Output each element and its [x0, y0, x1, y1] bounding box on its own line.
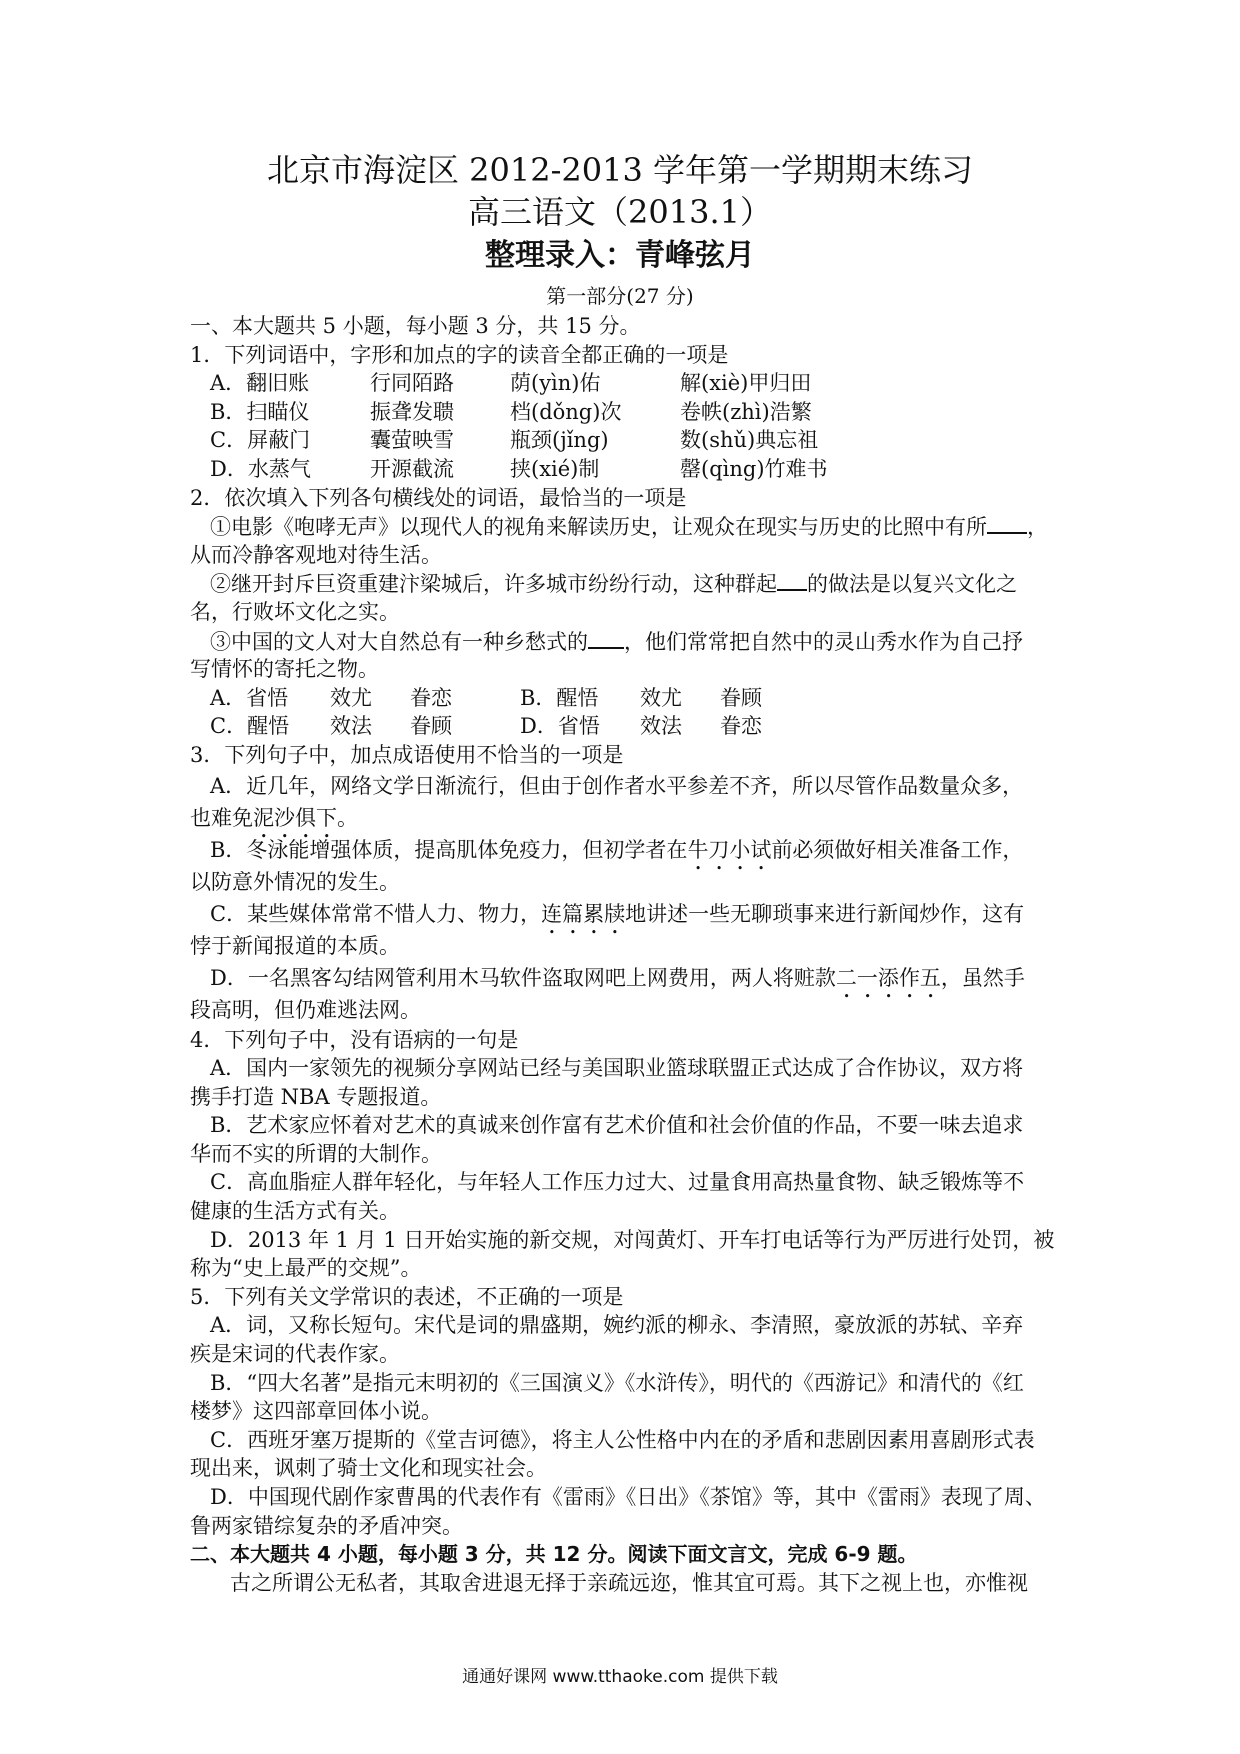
option-cell: 档(dǒng)次	[510, 399, 622, 424]
dotted-idiom: 牛刀小试	[687, 837, 772, 862]
q2-sentence-3-cont: 写情怀的寄托之物。	[190, 657, 379, 682]
q1-option-b	[190, 398, 1070, 427]
q5-option-d-cont: 鲁两家错综复杂的矛盾冲突。	[190, 1513, 463, 1538]
option-cell: C．醒悟	[210, 714, 290, 739]
dotted-idiom: 二一添作五	[835, 965, 941, 990]
option-cell: 囊萤映雪	[370, 428, 454, 453]
option-cell: 效法	[640, 714, 682, 739]
sentence-text: ，	[1027, 515, 1048, 540]
fill-blank	[777, 569, 807, 591]
q4-option-a: A．国内一家领先的视频分享网站已经与美国职业篮球联盟正式达成了合作协议，双方将	[210, 1056, 1024, 1081]
q1-option-a	[190, 369, 1070, 398]
sentence-text: 地讲述一些无聊琐事来进行新闻炒作，这有	[625, 901, 1025, 926]
fill-blank	[588, 627, 624, 649]
q4-option-d-cont: 称为“史上最严的交规”。	[190, 1256, 422, 1281]
sentence-text: 。	[337, 805, 358, 830]
dotted-idiom: 连篇累牍	[541, 901, 626, 926]
option-cell: 振聋发聩	[370, 399, 454, 424]
sentence-text: ，他们常常把自然中的灵山秀水作为自己抒	[624, 629, 1023, 654]
dotted-idiom: 泥沙俱下	[253, 805, 337, 830]
sentence-text: D．一名黑客勾结网管利用木马软件盗取网吧上网费用，两人将赃款	[210, 965, 836, 990]
sentence-text: C．某些媒体常常不惜人力、物力，	[210, 901, 542, 926]
q5-option-b-cont: 楼梦》这四部章回体小说。	[190, 1399, 442, 1424]
fill-blank	[987, 512, 1027, 534]
q3-option-d	[190, 962, 1070, 994]
sentence-text: 的做法是以复兴文化之	[807, 572, 1017, 597]
classical-prose-line: 古之所谓公无私者，其取舍进退无择于亲疏远迩，惟其宜可焉。其下之视上也，亦惟视	[230, 1570, 1028, 1595]
q3-stem: 3．下列句子中，加点成语使用不恰当的一项是	[190, 742, 624, 767]
part-heading: 第一部分(27 分)	[546, 284, 694, 308]
option-cell: B．扫瞄仪	[210, 399, 310, 424]
q2-options-cd	[190, 712, 1070, 741]
q4-option-a-cont: 携手打造 NBA 专题报道。	[190, 1084, 442, 1109]
option-cell: 眷恋	[410, 685, 452, 710]
exam-title: 北京市海淀区 2012-2013 学年第一学期期末练习	[266, 151, 974, 189]
sentence-text: ③中国的文人对大自然总有一种乡愁式的	[210, 629, 588, 654]
sentence-text: B．冬泳能增强体质，提高肌体免疫力，但初学者在	[210, 837, 688, 862]
option-cell: 瓶颈(jǐng)	[510, 428, 609, 453]
section2-heading: 二、本大题共 4 小题，每小题 3 分，共 12 分。阅读下面文言文，完成 6-9 题。	[190, 1542, 918, 1567]
option-cell: A．省悟	[210, 685, 289, 710]
option-cell: 罄(qìng)竹难书	[680, 456, 828, 481]
option-cell: 眷顾	[410, 714, 452, 739]
option-cell: D．省悟	[520, 714, 600, 739]
option-cell: C．屏蔽门	[210, 428, 311, 453]
q4-stem: 4．下列句子中，没有语病的一句是	[190, 1027, 519, 1052]
sentence-text: ①电影《咆哮无声》以现代人的视角来解读历史，让观众在现实与历史的比照中有所	[210, 515, 987, 540]
q3-option-b-cont: 以防意外情况的发生。	[190, 869, 400, 894]
section1-heading: 一、本大题共 5 小题，每小题 3 分，共 15 分。	[190, 314, 641, 338]
option-cell: 解(xiè)甲归田	[680, 371, 812, 396]
q4-option-b: B．艺术家应怀着对艺术的真诚来创作富有艺术价值和社会价值的作品，不要一味去追求	[210, 1113, 1024, 1138]
option-cell: 荫(yìn)佑	[510, 371, 601, 396]
exam-content	[190, 312, 1070, 1597]
q2-sentence-2	[190, 569, 1070, 598]
q1-option-c	[190, 426, 1070, 455]
q2-sentence-1-cont: 从而冷静客观地对待生活。	[190, 542, 442, 567]
q3-option-c-cont: 悖于新闻报道的本质。	[190, 933, 400, 958]
q4-option-d: D．2013 年 1 月 1 日开始实施的新交规，对闯黄灯、开车打电话等行为严厉进行处罚，被	[210, 1227, 1055, 1252]
q3-option-a-cont	[190, 802, 1070, 834]
q3-option-c	[190, 898, 1070, 930]
q5-option-c-cont: 现出来，讽刺了骑士文化和现实社会。	[190, 1456, 547, 1481]
q1-stem: 1．下列词语中，字形和加点的字的读音全都正确的一项是	[190, 342, 729, 367]
option-cell: 效尤	[640, 685, 682, 710]
q2-stem: 2．依次填入下列各句横线处的词语，最恰当的一项是	[190, 485, 687, 510]
option-cell: 数(shǔ)典忘祖	[680, 428, 819, 453]
option-cell: 挟(xié)制	[510, 456, 600, 481]
q4-option-b-cont: 华而不实的所谓的大制作。	[190, 1141, 442, 1166]
option-cell: 效法	[330, 714, 372, 739]
q3-option-d-cont: 段高明，但仍难逃法网。	[190, 997, 421, 1022]
sentence-text: 也难免	[190, 805, 253, 830]
option-cell: 眷顾	[720, 685, 762, 710]
option-cell: D．水蒸气	[210, 456, 311, 481]
sentence-text: ②继开封斥巨资重建汴梁城后，许多城市纷纷行动，这种群起	[210, 572, 777, 597]
q5-option-d: D．中国现代剧作家曹禺的代表作有《雷雨》《日出》《茶馆》等，其中《雷雨》表现了周、	[210, 1485, 1046, 1509]
q4-option-c-cont: 健康的生活方式有关。	[190, 1199, 400, 1224]
q2-sentence-2-cont: 名，行败坏文化之实。	[190, 599, 400, 624]
option-cell: B．醒悟	[520, 685, 599, 710]
q2-sentence-1	[190, 512, 1070, 541]
q5-option-c: C．西班牙塞万提斯的《堂吉诃德》，将主人公性格中内在的矛盾和悲剧因素用喜剧形式表	[210, 1427, 1035, 1452]
sentence-text: ，虽然手	[940, 965, 1025, 990]
q4-option-c: C．高血脂症人群年轻化，与年轻人工作压力过大、过量食用高热量食物、缺乏锻炼等不	[210, 1170, 1025, 1195]
option-cell: 行同陌路	[370, 371, 454, 396]
sentence-text: 前必须做好相关准备工作，	[771, 837, 1024, 862]
option-cell: A．翻旧账	[210, 371, 310, 396]
q1-option-d	[190, 455, 1070, 484]
q2-sentence-3	[190, 627, 1070, 656]
option-cell: 开源截流	[370, 456, 454, 481]
credit-line: 整理录入：青峰弦月	[485, 238, 755, 273]
q5-option-a-cont: 疾是宋词的代表作家。	[190, 1342, 400, 1367]
option-cell: 眷恋	[720, 714, 762, 739]
exam-subtitle: 高三语文（2013.1）	[468, 193, 772, 231]
option-cell: 卷帙(zhì)浩繁	[680, 399, 812, 424]
footer-source: 通通好课网 www.tthaoke.com 提供下载	[462, 1667, 778, 1687]
q3-option-a: A．近几年，网络文学日渐流行，但由于创作者水平参差不齐，所以尽管作品数量众多，	[210, 773, 1024, 798]
q2-options-ab	[190, 684, 1070, 713]
option-cell: 效尤	[330, 685, 372, 710]
q5-option-a: A．词，又称长短句。宋代是词的鼎盛期，婉约派的柳永、李清照，豪放派的苏轼、辛弃	[210, 1313, 1024, 1338]
q5-option-b: B．“四大名著”是指元末明初的《三国演义》《水浒传》，明代的《西游记》和清代的《红	[210, 1370, 1024, 1395]
q5-stem: 5．下列有关文学常识的表述，不正确的一项是	[190, 1284, 624, 1309]
q3-option-b	[190, 834, 1070, 866]
